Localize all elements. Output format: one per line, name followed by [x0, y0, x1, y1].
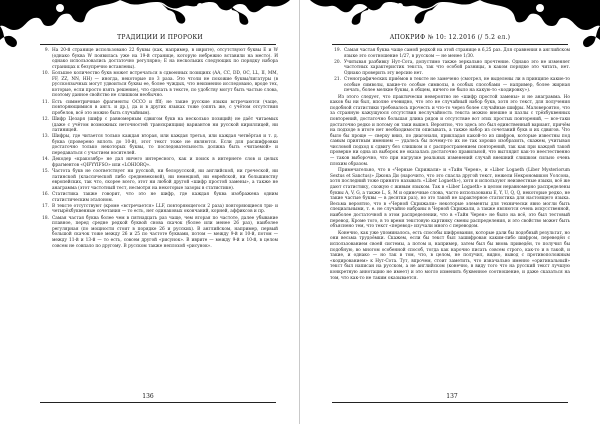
list-item: [330, 60, 570, 77]
item-text: Есть симметричные фрагменты OCCO и fflf; не такие русские языки встречаются (чаще, повторяющимися в англ. и др.), да и в других языках тоже (опять же, с учётом отсутствия пробелов, всё это можно быть случайным).: [52, 99, 278, 116]
item-text: Большое количество букв может встречаться в сдвоенных позициях (AA, CC, DD, OC, LL, II, MM, FF, ZZ, NN, HH) — иногда, некоторые по 3 раза. Это чтоли не похожие буквы/лигатуры (в русскоязычных могут удвоиться буквы ее, более чуждых, что неизменно исследовано, вроде тех, которые, если просто взять решение), что сделать в тексте, по удобству могут быть частью слова, поэтому данное свойство не слишком необычно.: [52, 70, 278, 99]
item-number: 10.: [42, 70, 49, 76]
item-number: 20.: [334, 59, 341, 65]
item-number: 9.: [44, 48, 49, 53]
item-text: В тексте отсутствуют (кроме «встречается» LLF, повторяющегося 2 раза) повторяющиеся три- и четырёхбуквенные сочетания — то есть, нет одинаковых окончаний, корней, аффиксов и пр.: [52, 203, 278, 215]
item-text: Стенографических приёмов в тексте не замечено (смотрел, не выделены ли в принципе какие-то особые символы, какие-то особые символы, в особых способами — например, более жирная печать, более мелкие буквы, в общем, ничего не было на какую-то «кодировку»).: [344, 77, 570, 94]
list-item: [38, 157, 278, 168]
item-text: Шифр Цезаря (шифр с равномерным сдвигом букв на несколько позиций) не даёт читаемых (даже с учётом возможных неточностей транскрипции) вариантов ни русской кириллицей, ни латиницей.: [52, 116, 278, 134]
list-item: [38, 71, 278, 99]
footer-rule: [332, 402, 568, 403]
item-text: Частота букв не соответствует ни русской, ни белорусской, ни английской, ни греческой, ни латинской (классической либо средневековой), ни немецкой, ни еврейской, ни большинству европейских, так что, скорее всего, этот ни любой другой «шифр простой замены», а также не анаграмма (этот частотный тест, несмотря на некоторые зазоры в статистике).: [52, 169, 278, 191]
item-text: Учитывая разбивку Нут-Сота, допустимо также зеркально прочтение. Однако это не изменяет частотных характеристик текста, так что особой разницы, в каком порядке это читать, нет. Однако проверить эту версию нет.: [344, 59, 570, 76]
right-page: [300, 0, 600, 424]
item-number: 21.: [334, 77, 341, 83]
item-text: Самая частая буква более чем в пятнадцать раз чаще, чем вторая по частоте, далее убывание плавное, перед средне редкой буквой снова скачок (более или менее 26 раз), наиболее регулярная (по мощности стоит в порядке 26 и русских). В английском, например, первый большой скачок тоже между 26 и 25 по частоте буквами, потом — между 9-й и 10-й, потом — между 11-й и 13-й — то есть, совсем другой «рисунок». В иврите — между 9-й и 10-й, в целом совсем не совпало по другому. В русском также неплохой «рисунок».: [52, 215, 278, 249]
list-item: [330, 48, 570, 59]
item-number: 14.: [42, 157, 49, 163]
list-item: [38, 48, 278, 70]
item-text: Декодер «кракозябр» не дал ничего интересного, как и поиск в интернете слов и целых фрагментов «QIFYYIFSO» или «LOHIORQ».: [52, 157, 278, 168]
list-item: [38, 134, 278, 156]
item-text: Шифры, где читается только каждая вторая, или каждая третья, или каждая четвёртая и т. д. буква (проверено вплоть до 10-й), этот текст тоже не являются. Если для расшифровки достаточно только некоторых буквы, то последовательность должна быть «читаемой» и передаваться с участием носителей.: [52, 134, 278, 157]
item-text: Статистика также говорит, что это не шифр, где каждая буква изображена одним статистическим эталоном.: [52, 192, 278, 203]
page-number: 136: [142, 393, 154, 400]
numbered-list: [38, 48, 278, 249]
header-rule: [40, 44, 276, 45]
body-paragraph: Из этого следует, что практически невероятно не «шифр простой замены» и не анаграмма. Но каков бы ни был, вполне очевидно, что это не случайный набор букв, хотя это текст, для получения подобной статистики требовалось прочесть и что-то через более случайные шифры. Маловероятно, что за странную кажущуюся отсутствия неслучайность текста можно внешне и пазлы с трёхбуквенных повторений, достаточно большая длина рядов и отсутствие вот этих простых повторений, — все-таки достаточно редко и потому он таки вышел. Вероятно, что здесь это был единственный вариант, причём на подходе в итоге нет необходимости описывать, а также набор из сочетаний букв и их сдвигов. Что было бы проще — сверху вниз, по диагонали, прикладая какой-то из шифров, которые известны под самым приятным имением — удалось бы почему-то их не так хорошо изобразить, скажем, учитывая числовой подход к сдвигу без слишком и с распространением повторений, так как при каждой такой проверке ни одна из выборок не оказалась достаточно правильной, что выглядит как-то неестественно — таков выборочно, что при нагрузке реальных изменений случай внешний слишком сильно очень плохим образом.: [330, 94, 570, 167]
right-body-text: [330, 48, 570, 281]
list-item: [38, 216, 278, 250]
list-item: [38, 100, 278, 117]
item-number: 19.: [334, 48, 341, 53]
footer-rule: [40, 402, 276, 403]
list-item: [38, 117, 278, 134]
list-item: [38, 169, 278, 191]
item-number: 17.: [42, 203, 49, 209]
item-number: 15.: [42, 169, 49, 175]
page-number: 137: [446, 393, 458, 400]
body-paragraph: Конечно, как уже упоминалось, есть способы шифрования, которые дали бы подобный результат, но они весьма трудоёмки. Скажем, если бы текст был зашифрован каким-либо шифром, переведён с использованием своей системы, а потом и, например, затем был бы вновь приведён, то получил бы подобную, во многом особенной способ, тогда как нарочно писать совсем строго, как-то и в такой, и такие, и однако — но так в том, что, в целом, не получил, видно, вывод с противоположным «кодированием» к Нут-Сота. Тут, впрочем, стоит заметить, что изначально именно «оригинальный» текст был написан на русском, а не английском (конечно, в виду того что на русский текст лучшую конкретную аннотацию не имеет) и это могло изменить буквенное соотношение, и даже сказаться на том, что как-то не таким оказывается.: [330, 230, 570, 281]
running-head: ТРАДИЦИИ И ПРОРОКИ: [117, 34, 203, 41]
item-number: 18.: [42, 215, 49, 221]
item-text: Самая частая буква чаще самой редкой на этой странице в 6,25 раз. Для сравнения в английском языке это соотношение 1/27, в русском — не менее 1/30.: [344, 48, 570, 59]
list-item: [38, 192, 278, 203]
item-number: 11.: [42, 99, 49, 105]
item-number: 16.: [42, 192, 49, 197]
item-number: 13.: [42, 134, 49, 140]
running-head: АПОКРИФ № 10: 12.2016 (/ 5.2 ел.): [389, 34, 511, 41]
left-body-text: [38, 48, 278, 250]
item-text: На 20-й странице использовано 22 буквы (как, например, в иврите), отсутствуют буквы E и W (однако буква W появилась уже на 19-й странице, которую небрежно вставили на место). И однако использовались достаточно регулярно; E на нескольких следующих по порядку набора страницах к безупречно вставлены).: [52, 48, 278, 70]
list-item: [38, 204, 278, 215]
header-rule: [332, 44, 568, 45]
numbered-list: [330, 48, 570, 94]
body-paragraph: Примечательно, что в «Черные Скрижали» и «Тайн Черен», и «Liber Logaeth (Liber Mysteriorum Sextus et Sanctus)» Джона Ди (нарочито, что это спасла другой текст, нежели Некрономикон Уолсона, хотя последний тоже принято называть «Liber Logaeth»), хотя и используют неизвестные языки, всё же дают статистику, схожую с живым языком. Так в «Liber Logaeth» в целом неравномерно распределены буквы A, V, G, а также L, S, M и одиночные слова, часто использованы E, Y, U, Q, Q, некоторые редко, не такие частые буквы — в десятки раз), но это такой не характерное статистика для настоящего языка. Весьма вероятно, что в «Черной Скрижали» некоторые элементы для технически явно могли быть специальными, т. е. не случайно набраны в Черной Скрижали, а также являются очень искусственной, наиболее достаточной в этом распределении, что в «Тайн Черен» не было на всё, это был тестовый перевод. Кроме того, в то время текстовую картинку смены распределения, и это свойство может быть объяснено тем, что текст «перевод» изучали много с переводом.: [330, 168, 570, 230]
list-item: [330, 77, 570, 94]
item-number: 12.: [42, 116, 49, 122]
